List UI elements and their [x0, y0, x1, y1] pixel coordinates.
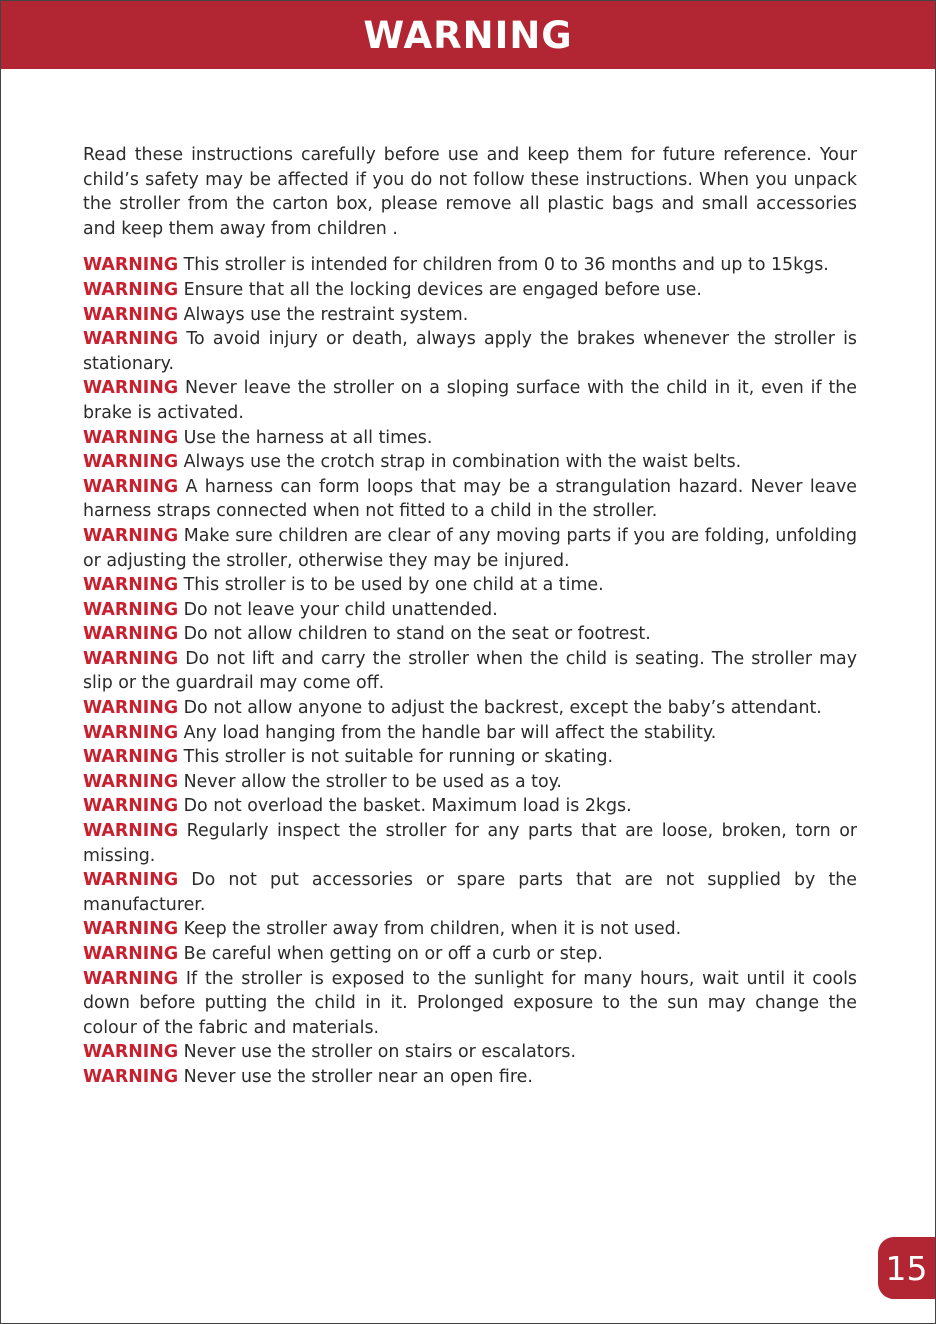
warning-keyword: WARNING	[83, 279, 179, 300]
warning-item	[83, 426, 857, 451]
warning-keyword: WARNING	[83, 944, 179, 964]
warning-text: Any load hanging from the handle bar will affect the stability.	[183, 722, 717, 743]
warning-item	[83, 278, 857, 303]
warning-text: Never use the stroller on stairs or escalators.	[183, 1042, 576, 1063]
warning-text: Never allow the stroller to be used as a toy.	[183, 771, 562, 792]
warning-keyword: WARNING	[83, 452, 179, 473]
warning-keyword: WARNING	[83, 1042, 179, 1063]
warning-item	[83, 622, 857, 647]
warning-text: Do not leave your child unattended.	[183, 599, 498, 620]
warning-text: Do not lift and carry the stroller when the child is seating. The stroller may slip or the guardrail may come off.	[83, 648, 857, 694]
warning-text: A harness can form loops that may be a strangulation hazard. Never leave harness straps connected when not fitted to a child in the stroller.	[83, 476, 858, 522]
warning-item	[83, 253, 857, 278]
warning-keyword: WARNING	[83, 747, 179, 768]
warning-content	[83, 143, 857, 1090]
warning-keyword: WARNING	[83, 968, 179, 989]
warning-keyword: WARNING	[83, 919, 179, 940]
warning-item	[83, 647, 857, 696]
warning-text: Be careful when getting on or off a curb or step.	[183, 944, 603, 964]
warning-item	[83, 1065, 857, 1090]
warning-text: Always use the restraint system.	[183, 304, 469, 325]
warning-keyword: WARNING	[83, 378, 179, 399]
warning-keyword: WARNING	[83, 771, 179, 792]
warning-item	[83, 573, 857, 598]
warning-text: Never use the stroller near an open fire.	[183, 1066, 533, 1087]
warning-keyword: WARNING	[83, 427, 179, 448]
warning-item	[83, 327, 857, 376]
intro-paragraph: Read these instructions carefully before use and keep them for future reference. Your child’s safety may be affected if you do not follow these instructions. When you unpack the stroller from the carton box, please remove all plastic bags and small accessories and keep them away from children .	[83, 145, 857, 239]
warning-keyword: WARNING	[83, 575, 179, 596]
warning-keyword: WARNING	[83, 1066, 179, 1087]
warning-text: Regularly inspect the stroller for any parts that are loose, broken, torn or missing.	[83, 821, 857, 866]
warning-text: Make sure children are clear of any moving parts if you are folding, unfolding or adjusting the stroller, otherwise they may be injured.	[83, 525, 857, 571]
page-number: 15	[885, 1248, 928, 1288]
warning-text: This stroller is intended for children from 0 to 36 months and up to 15kgs.	[183, 255, 829, 276]
warning-keyword: WARNING	[83, 255, 179, 276]
warning-item	[83, 967, 857, 1041]
warning-text: Keep the stroller away from children, when it is not used.	[183, 919, 682, 940]
page-number-tab	[878, 1237, 935, 1299]
page-title: WARNING	[363, 13, 573, 57]
warning-item	[83, 721, 857, 746]
warning-item	[83, 794, 857, 819]
warning-item	[83, 942, 857, 967]
warning-text: Do not allow anyone to adjust the backrest, except the baby’s attendant.	[183, 698, 822, 719]
warning-item	[83, 376, 857, 425]
warning-keyword: WARNING	[83, 722, 179, 743]
warning-item	[83, 745, 857, 770]
warning-keyword: WARNING	[83, 698, 179, 719]
warning-text: Never leave the stroller on a sloping surface with the child in it, even if the brake is activated.	[83, 378, 857, 423]
warning-text: Use the harness at all times.	[183, 427, 433, 448]
warning-item	[83, 770, 857, 795]
warning-item	[83, 598, 857, 623]
warning-item	[83, 1040, 857, 1065]
warning-text: Ensure that all the locking devices are engaged before use.	[183, 279, 702, 300]
warning-item	[83, 868, 857, 917]
warning-text: This stroller is to be used by one child at a time.	[183, 575, 604, 596]
warning-text: Do not overload the basket. Maximum load is 2kgs.	[183, 796, 632, 817]
warning-text: If the stroller is exposed to the sunlight for many hours, wait until it cools down before putting the child in it. Prolonged exposure to the sun may change the colour of the fabric and materials.	[83, 968, 857, 1038]
warning-header-banner	[1, 1, 935, 69]
warning-text: This stroller is not suitable for running or skating.	[183, 747, 614, 768]
warning-keyword: WARNING	[83, 304, 179, 325]
warning-item	[83, 696, 857, 721]
warning-item	[83, 819, 857, 868]
warning-keyword: WARNING	[83, 624, 179, 645]
warning-keyword: WARNING	[83, 525, 179, 546]
warning-text: Do not allow children to stand on the seat or footrest.	[183, 624, 651, 645]
warning-keyword: WARNING	[83, 476, 179, 497]
warning-text: Do not put accessories or spare parts that are not supplied by the manufacturer.	[83, 870, 857, 915]
warning-keyword: WARNING	[83, 870, 179, 891]
warning-item	[83, 450, 857, 475]
warning-text: Always use the crotch strap in combination with the waist belts.	[183, 452, 742, 473]
warnings-list	[83, 253, 857, 1089]
warning-keyword: WARNING	[83, 599, 179, 620]
warning-text: To avoid injury or death, always apply the brakes whenever the stroller is stationary.	[83, 329, 857, 374]
warning-item	[83, 475, 857, 524]
warning-keyword: WARNING	[83, 648, 179, 669]
warning-item	[83, 524, 857, 573]
warning-keyword: WARNING	[83, 329, 179, 350]
warning-item	[83, 303, 857, 328]
warning-keyword: WARNING	[83, 796, 179, 817]
warning-keyword: WARNING	[83, 821, 179, 842]
warning-item	[83, 917, 857, 942]
